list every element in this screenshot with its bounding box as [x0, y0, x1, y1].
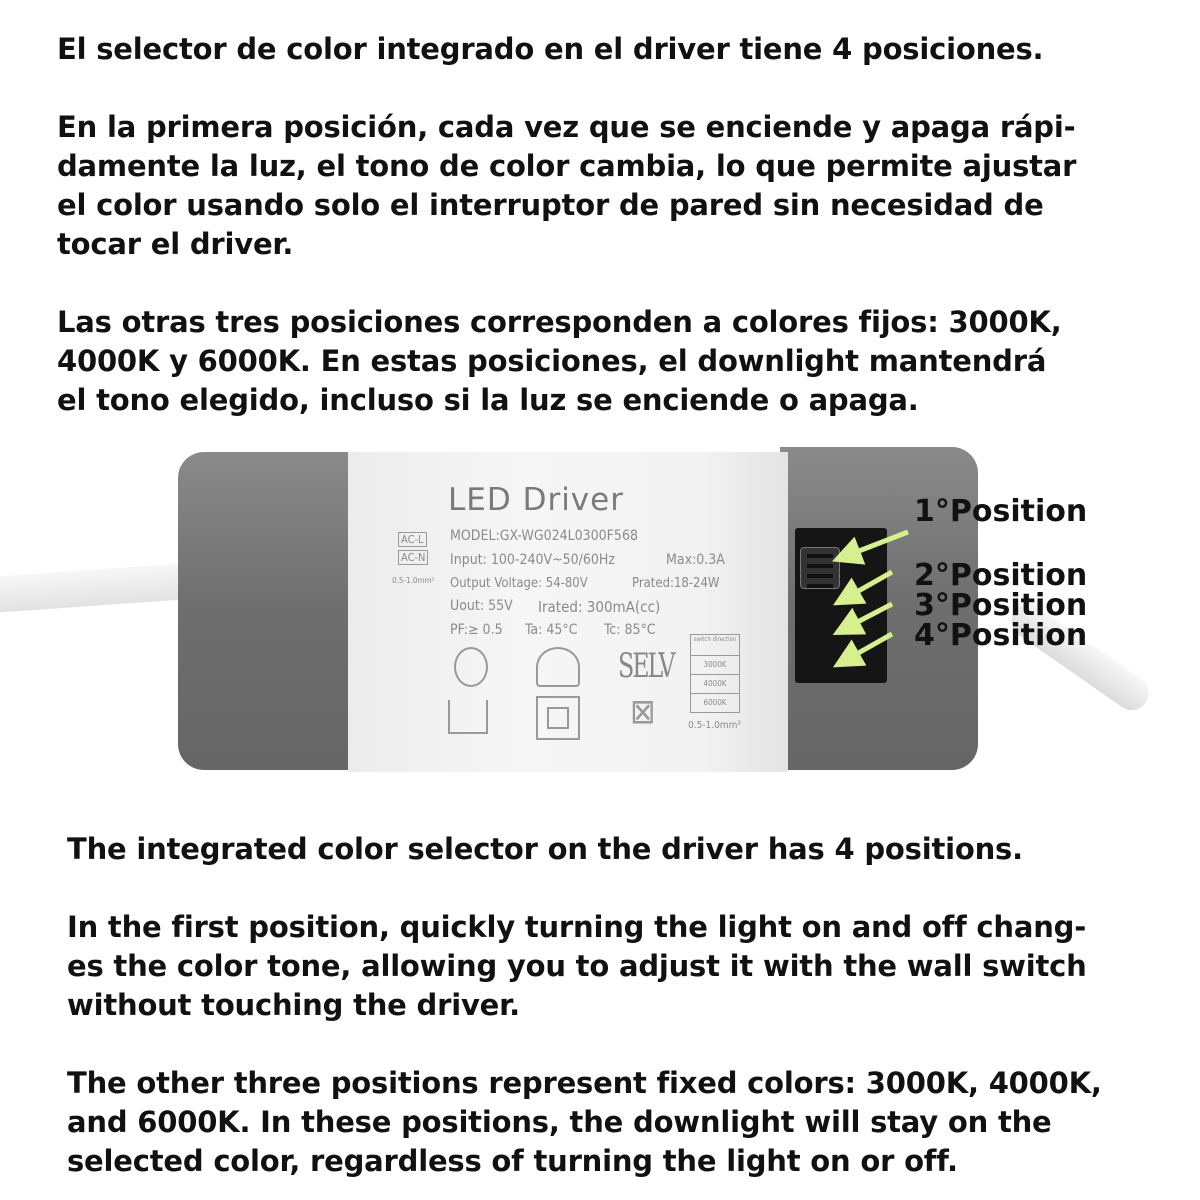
es-line: En la primera posición, cada vez que se enciende y apaga rápi-: [57, 110, 1076, 144]
ac-n-terminal: AC-N: [398, 550, 428, 565]
position-1-label: 1°Position: [914, 494, 1088, 529]
rated-current: Irated: 300mA(cc): [538, 598, 661, 616]
en-line: In the first position, quickly turning the light on and off chang-: [67, 910, 1087, 944]
arrow-position-3: [846, 604, 892, 628]
wire-size: 0.5-1.0mm²: [392, 576, 435, 585]
es-line: el tono elegido, incluso si la luz se enciende o apaga.: [57, 383, 919, 417]
switch-option: 3000K: [691, 655, 739, 674]
position-3-label: 3°Position: [914, 588, 1088, 623]
selv-mark: SELV: [618, 646, 674, 686]
en-line: The other three positions represent fixed colors: 3000K, 4000K,: [67, 1066, 1102, 1100]
es-line: 4000K y 6000K. En estas posiciones, el downlight mantendrá: [57, 344, 1047, 378]
switch-option: 6000K: [691, 693, 739, 712]
switch-option: 4000K: [691, 674, 739, 693]
en-line: without touching the driver.: [67, 988, 520, 1022]
driver-title: LED Driver: [448, 482, 624, 518]
max-current: Max:0.3A: [666, 552, 725, 568]
es-line: Las otras tres posiciones corresponden a colores fijos: 3000K,: [57, 305, 1062, 339]
arrow-position-1: [846, 532, 908, 556]
switch-table-header: switch direction: [693, 636, 737, 643]
uout: Uout: 55V: [450, 598, 513, 614]
ambient-temp: Ta: 45°C: [525, 622, 578, 638]
en-line: and 6000K. In these positions, the downlight will stay on the: [67, 1105, 1052, 1139]
es-line: tocar el driver.: [57, 227, 294, 261]
en-line: selected color, regardless of turning the light on or off.: [67, 1144, 958, 1178]
ac-l-terminal: AC-L: [398, 532, 427, 547]
arrow-position-2: [846, 572, 892, 598]
en-line: The integrated color selector on the driver has 4 positions.: [67, 832, 1023, 866]
power-factor: PF:≥ 0.5: [450, 622, 503, 638]
es-line: El selector de color integrado en el driver tiene 4 posiciones.: [57, 32, 1044, 66]
position-2-label: 2°Position: [914, 558, 1088, 593]
output-voltage: Output Voltage: 54-80V: [450, 576, 588, 591]
weee-bin-icon: ⊠: [630, 692, 656, 732]
case-temp: Tc: 85°C: [604, 622, 656, 638]
model-number: MODEL:GX-WG024L0300F568: [450, 528, 638, 544]
arrow-position-4: [846, 634, 892, 660]
es-line: el color usando solo el interruptor de pared sin necesidad de: [57, 188, 1044, 222]
en-line: es the color tone, allowing you to adjust it with the wall switch: [67, 949, 1087, 983]
rated-power: Prated:18-24W: [632, 576, 720, 591]
es-line: damente la luz, el tono de color cambia, lo que permite ajustar: [57, 149, 1077, 183]
wire-size-secondary: 0.5-1.0mm²: [688, 720, 741, 731]
input-spec: Input: 100-240V~50/60Hz: [450, 552, 616, 568]
position-4-label: 4°Position: [914, 618, 1088, 653]
english-description: [67, 830, 1102, 1181]
